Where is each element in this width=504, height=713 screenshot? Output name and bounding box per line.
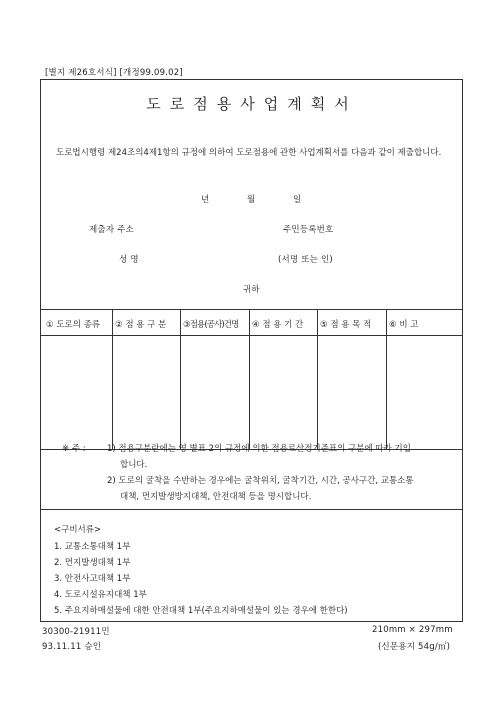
column-header-purpose: ⑤ 점 용 목 적 — [320, 320, 372, 330]
form-title: 도로점용사업계획서 — [146, 95, 358, 113]
date-month-label: 월 — [247, 195, 256, 205]
table-top-border — [41, 309, 462, 310]
table-column-divider — [180, 309, 181, 449]
paper-type: (신문용지 54g/㎡) — [378, 642, 451, 652]
table-column-divider — [386, 309, 387, 449]
note-1-line-1: 1) 점용구분란에는 영 별표 2의 규정에 의한 점용료산정기준표의 구분에 따라 기입 — [107, 444, 411, 454]
table-column-divider — [112, 309, 113, 449]
paper-size: 210mm × 297mm — [372, 625, 453, 635]
resident-number-label: 주민등록번호 — [283, 225, 334, 235]
attachment-item: 1. 교통소통대책 1부 — [54, 542, 131, 552]
attachment-item: 2. 먼지발생대책 1부 — [54, 558, 131, 568]
notes-bottom-border — [41, 509, 462, 510]
attachment-item: 3. 안전사고대책 1부 — [54, 574, 131, 584]
table-header-divider — [41, 335, 462, 336]
submitter-name-label: 성 명 — [119, 255, 139, 265]
intro-paragraph: 도로법시행령 제24조의4제1항의 규정에 의하여 도로점용에 관한 사업계획서를 다음과 같이 제출합니다. — [56, 148, 442, 158]
table-column-divider — [317, 309, 318, 449]
attachments-heading: <구비서류> — [54, 525, 102, 535]
column-header-period: ④ 점 용 기 간 — [252, 320, 304, 330]
note-2-line-1: 2) 도로의 굴착을 수반하는 경우에는 굴착위치, 굴착기간, 시간, 공사구간, 교통소통 — [107, 476, 414, 486]
table-column-divider — [249, 309, 250, 449]
form-number-label: [별지 제26호서식] [개정99.09.02] — [45, 68, 183, 78]
note-1-line-2: 합니다. — [120, 460, 148, 470]
column-header-occupancy-type: ② 점 용 구 분 — [115, 320, 167, 330]
attachment-item: 4. 도로시설유지대책 1부 — [54, 590, 147, 600]
date-year-label: 년 — [201, 195, 210, 205]
approval-date: 93.11.11 승인 — [42, 642, 102, 652]
column-header-project-name: ③점용(공사)건명 — [183, 320, 239, 330]
submitter-address-label: 제출자 주소 — [89, 225, 134, 235]
column-header-road-type: ① 도로의 종류 — [46, 320, 101, 330]
recipient-label: 귀하 — [243, 285, 260, 295]
note-2-line-2: 대책, 먼지발생방지대책, 안전대책 등을 명시합니다. — [120, 492, 312, 502]
column-header-remarks: ⑥ 비 고 — [389, 320, 419, 330]
signature-label: (서명 또는 인) — [278, 255, 333, 265]
form-code: 30300-21911민 — [42, 627, 110, 637]
notes-label: ※ 주 : — [62, 444, 86, 454]
attachment-item: 5. 주요지하매설물에 대한 안전대책 1부(주요지하매설물이 있는 경우에 한한다) — [54, 606, 348, 616]
date-day-label: 일 — [293, 195, 302, 205]
